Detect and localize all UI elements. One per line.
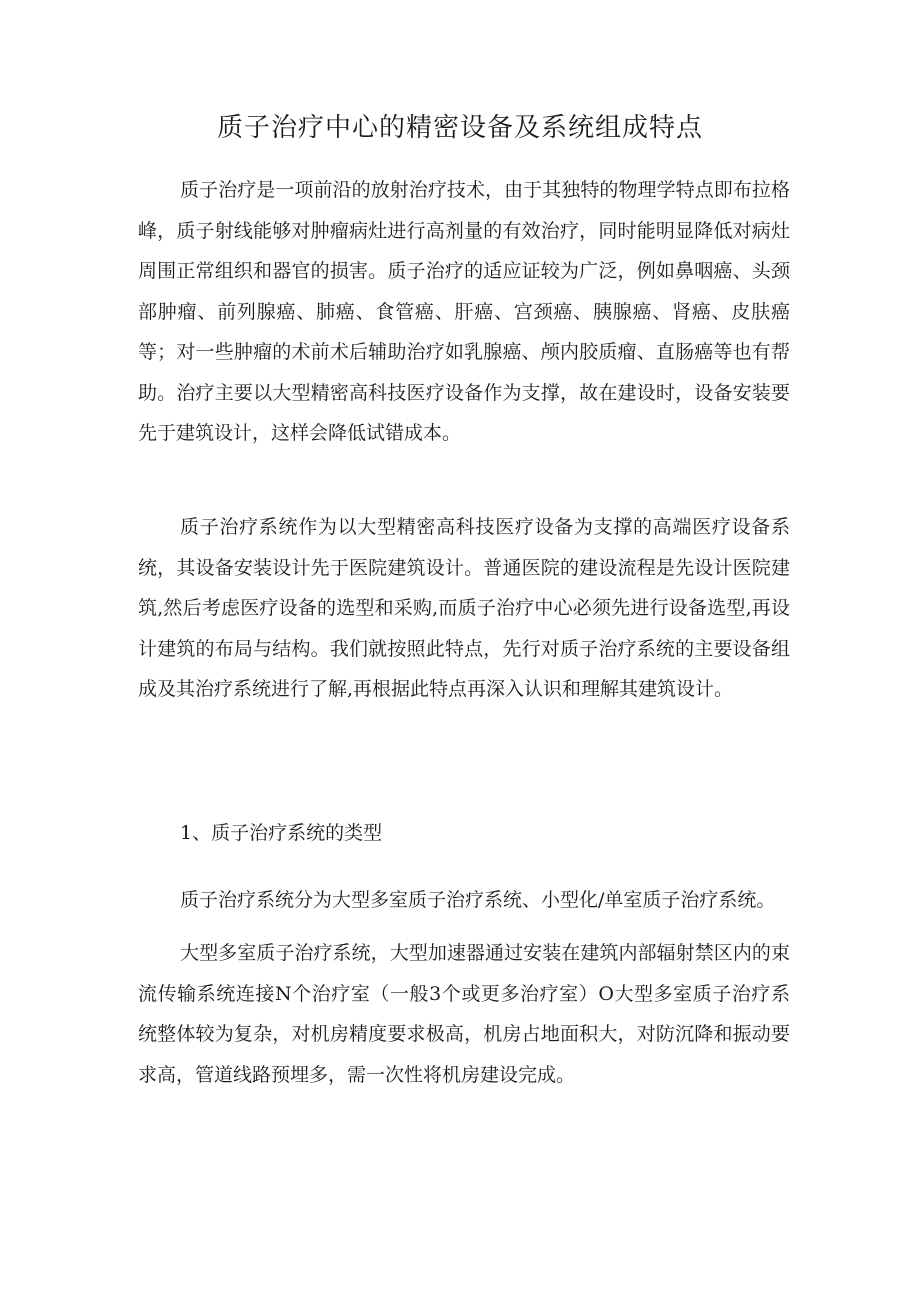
system-design-paragraph: 质子治疗系统作为以大型精密高科技医疗设备为支撑的高端医疗设备系统，其设备安装设计先于医院建筑设计。普通医院的建设流程是先设计医院建筑,然后考虑医疗设备的选型和采购,而质子治疗中心必须先进行设备选型,再设计建筑的布局与结构。我们就按照此特点，先行对质子治疗系统的主要设备组成及其治疗系统进行了解,再根据此特点再深入认识和理解其建筑设计。 [138,516,790,700]
system-types-paragraph: 质子治疗系统分为大型多室质子治疗系统、小型化/单室质子治疗系统。 [180,889,776,911]
multi-room-system-paragraph: 大型多室质子治疗系统，大型加速器通过安装在建筑内部辐射禁区内的束流传输系统连接N个治疗室（一般3个或更多治疗室）O大型多室质子治疗系统整体较为复杂，对机房精度要求极高，机房占地面积大，对防沉降和振动要求高，管道线路预埋多，需一次性将机房建设完成。 [138,942,790,1086]
document-title: 质子治疗中心的精密设备及系统组成特点 [216,113,703,143]
section-heading: 1、质子治疗系统的类型 [180,822,383,844]
intro-paragraph: 质子治疗是一项前沿的放射治疗技术，由于其独特的物理学特点即布拉格峰，质子射线能够对肿瘤病灶进行高剂量的有效治疗，同时能明显降低对病灶周围正常组织和器官的损害。质子治疗的适应证较为广泛，例如鼻咽癌、头颈部肿瘤、前列腺癌、肺癌、食管癌、肝癌、宫颈癌、胰腺癌、肾癌、皮肤癌等；对一些肿瘤的术前术后辅助治疗如乳腺癌、颅内胶质瘤、直肠癌等也有帮助。治疗主要以大型精密高科技医疗设备作为支撑，故在建设时，设备安装要先于建筑设计，这样会降低试错成本。 [138,179,790,444]
